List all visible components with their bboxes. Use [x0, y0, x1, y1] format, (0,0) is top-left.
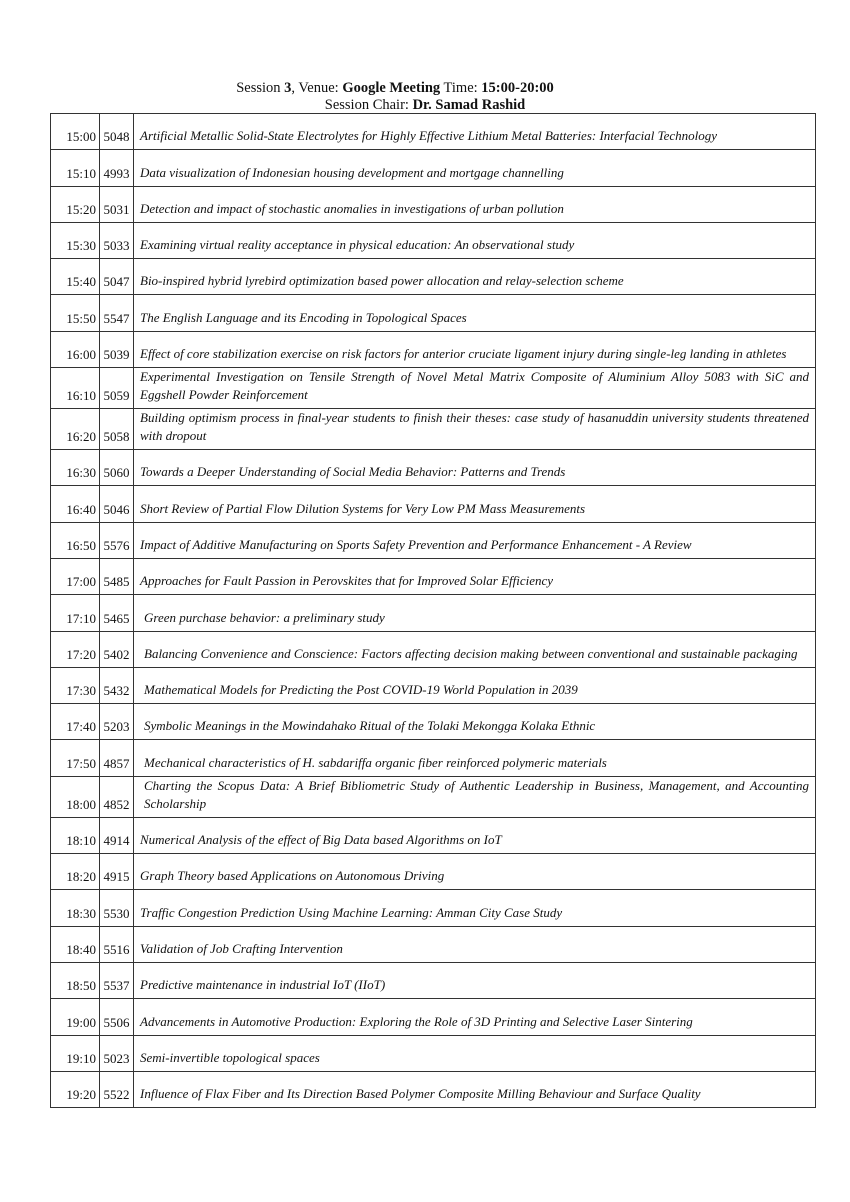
session-number: 3 [284, 80, 292, 96]
paper-title-cell: Green purchase behavior: a preliminary study [134, 595, 816, 631]
paper-title-cell: Charting the Scopus Data: A Brief Bibliometric Study of Authentic Leadership in Business, Management, and Accounting Scholarship [134, 776, 816, 817]
paper-id-cell: 5031 [100, 186, 134, 222]
paper-id-cell: 5537 [100, 962, 134, 998]
paper-id-cell: 5046 [100, 486, 134, 522]
table-row [51, 776, 816, 817]
time-cell: 15:00 [51, 114, 100, 150]
session-prefix: Session [236, 80, 285, 96]
time-cell: 15:40 [51, 259, 100, 295]
session-header [0, 80, 790, 114]
paper-id-cell: 5047 [100, 259, 134, 295]
paper-id-cell: 5039 [100, 331, 134, 367]
paper-title-cell: Impact of Additive Manufacturing on Sports Safety Prevention and Performance Enhancement - A Review [134, 522, 816, 558]
paper-id-cell: 5522 [100, 1071, 134, 1107]
table-row [51, 222, 816, 258]
paper-title-cell: Influence of Flax Fiber and Its Direction Based Polymer Composite Milling Behaviour and Surface Quality [134, 1071, 816, 1107]
chair-name: Dr. Samad Rashid [412, 97, 526, 113]
table-row [51, 999, 816, 1035]
time-cell: 17:20 [51, 631, 100, 667]
paper-title-cell: Building optimism process in final-year students to finish their theses: case study of hasanuddin university students threatened with dropout [134, 409, 816, 450]
time-cell: 15:20 [51, 186, 100, 222]
paper-id-cell: 5506 [100, 999, 134, 1035]
paper-id-cell: 4993 [100, 150, 134, 186]
time-cell: 19:20 [51, 1071, 100, 1107]
time-cell: 16:30 [51, 450, 100, 486]
table-row [51, 854, 816, 890]
paper-title-cell: Symbolic Meanings in the Mowindahako Ritual of the Tolaki Mekongga Kolaka Ethnic [134, 704, 816, 740]
table-row [51, 667, 816, 703]
paper-title-cell: Graph Theory based Applications on Autonomous Driving [134, 854, 816, 890]
paper-id-cell: 4857 [100, 740, 134, 776]
table-row [51, 704, 816, 740]
paper-id-cell: 5432 [100, 667, 134, 703]
table-row [51, 631, 816, 667]
paper-id-cell: 5033 [100, 222, 134, 258]
paper-title-cell: Semi-invertible topological spaces [134, 1035, 816, 1071]
session-info-line [0, 80, 790, 97]
paper-id-cell: 5516 [100, 926, 134, 962]
paper-title-cell: Predictive maintenance in industrial IoT (IIoT) [134, 962, 816, 998]
paper-title-cell: Validation of Job Crafting Intervention [134, 926, 816, 962]
paper-title-cell: Artificial Metallic Solid-State Electrolytes for Highly Effective Lithium Metal Batteries: Interfacial Technology [134, 114, 816, 150]
time-label: Time: [440, 80, 482, 96]
table-row [51, 331, 816, 367]
paper-id-cell: 5058 [100, 409, 134, 450]
paper-title-cell: Examining virtual reality acceptance in physical education: An observational study [134, 222, 816, 258]
paper-title-cell: Effect of core stabilization exercise on risk factors for anterior cruciate ligament injury during single-leg landing in athletes [134, 331, 816, 367]
table-row [51, 114, 816, 150]
paper-title-cell: Traffic Congestion Prediction Using Machine Learning: Amman City Case Study [134, 890, 816, 926]
table-row [51, 259, 816, 295]
paper-title-cell: Approaches for Fault Passion in Perovskites that for Improved Solar Efficiency [134, 558, 816, 594]
table-row [51, 368, 816, 409]
paper-title-cell: Balancing Convenience and Conscience: Factors affecting decision making between conventional and sustainable packaging [134, 631, 816, 667]
time-cell: 15:10 [51, 150, 100, 186]
table-row [51, 1071, 816, 1107]
paper-title-cell: Mechanical characteristics of H. sabdariffa organic fiber reinforced polymeric materials [134, 740, 816, 776]
time-cell: 18:10 [51, 817, 100, 853]
time-cell: 18:50 [51, 962, 100, 998]
paper-title-cell: Bio-inspired hybrid lyrebird optimization based power allocation and relay-selection scheme [134, 259, 816, 295]
venue-name: Google Meeting [342, 80, 441, 96]
time-cell: 15:50 [51, 295, 100, 331]
time-cell: 16:20 [51, 409, 100, 450]
schedule-table [50, 113, 816, 1108]
paper-id-cell: 5203 [100, 704, 134, 740]
time-cell: 17:00 [51, 558, 100, 594]
paper-title-cell: Advancements in Automotive Production: Exploring the Role of 3D Printing and Selective Laser Sintering [134, 999, 816, 1035]
paper-title-cell: Short Review of Partial Flow Dilution Systems for Very Low PM Mass Measurements [134, 486, 816, 522]
paper-id-cell: 4852 [100, 776, 134, 817]
paper-id-cell: 5465 [100, 595, 134, 631]
paper-id-cell: 4915 [100, 854, 134, 890]
session-chair-line [0, 97, 790, 114]
table-row [51, 926, 816, 962]
time-cell: 18:40 [51, 926, 100, 962]
table-row [51, 186, 816, 222]
table-row [51, 595, 816, 631]
paper-id-cell: 4914 [100, 817, 134, 853]
paper-title-cell: The English Language and its Encoding in Topological Spaces [134, 295, 816, 331]
paper-id-cell: 5576 [100, 522, 134, 558]
table-row [51, 409, 816, 450]
time-cell: 17:40 [51, 704, 100, 740]
time-cell: 16:40 [51, 486, 100, 522]
table-row [51, 558, 816, 594]
table-row [51, 962, 816, 998]
paper-id-cell: 5530 [100, 890, 134, 926]
venue-label: , Venue: [291, 80, 343, 96]
time-range: 15:00-20:00 [481, 80, 554, 96]
paper-id-cell: 5048 [100, 114, 134, 150]
time-cell: 19:10 [51, 1035, 100, 1071]
paper-title-cell: Data visualization of Indonesian housing development and mortgage channelling [134, 150, 816, 186]
time-cell: 16:50 [51, 522, 100, 558]
paper-id-cell: 5023 [100, 1035, 134, 1071]
paper-title-cell: Towards a Deeper Understanding of Social Media Behavior: Patterns and Trends [134, 450, 816, 486]
paper-title-cell: Mathematical Models for Predicting the Post COVID-19 World Population in 2039 [134, 667, 816, 703]
time-cell: 18:00 [51, 776, 100, 817]
paper-title-cell: Experimental Investigation on Tensile Strength of Novel Metal Matrix Composite of Aluminium Alloy 5083 with SiC and Eggshell Powder Reinforcement [134, 368, 816, 409]
table-row [51, 890, 816, 926]
table-row [51, 450, 816, 486]
time-cell: 17:10 [51, 595, 100, 631]
table-row [51, 522, 816, 558]
time-cell: 16:00 [51, 331, 100, 367]
table-row [51, 295, 816, 331]
table-row [51, 150, 816, 186]
paper-id-cell: 5485 [100, 558, 134, 594]
time-cell: 19:00 [51, 999, 100, 1035]
paper-id-cell: 5059 [100, 368, 134, 409]
time-cell: 16:10 [51, 368, 100, 409]
chair-label: Session Chair: [324, 97, 413, 113]
paper-title-cell: Detection and impact of stochastic anomalies in investigations of urban pollution [134, 186, 816, 222]
paper-id-cell: 5060 [100, 450, 134, 486]
paper-id-cell: 5547 [100, 295, 134, 331]
time-cell: 15:30 [51, 222, 100, 258]
table-row [51, 1035, 816, 1071]
table-row [51, 486, 816, 522]
time-cell: 17:30 [51, 667, 100, 703]
time-cell: 18:30 [51, 890, 100, 926]
table-row [51, 740, 816, 776]
time-cell: 18:20 [51, 854, 100, 890]
paper-id-cell: 5402 [100, 631, 134, 667]
paper-title-cell: Numerical Analysis of the effect of Big Data based Algorithms on IoT [134, 817, 816, 853]
time-cell: 17:50 [51, 740, 100, 776]
table-row [51, 817, 816, 853]
